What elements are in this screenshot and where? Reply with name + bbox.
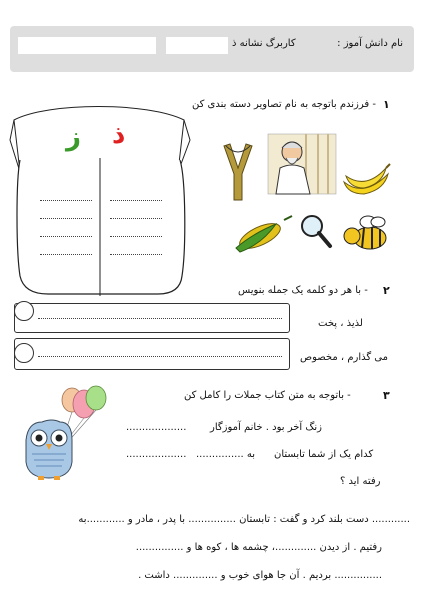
worksheet-title: کاربرگ نشانه ذ (232, 38, 296, 49)
q3-line5-text: رفتیم . از دیدن .............، چشمه ها ، کوه ها و ............... (135, 542, 382, 553)
word-pair-2: می گذارم ، مخصوص (300, 352, 389, 363)
question-3-number: ۳ (383, 389, 390, 402)
answer-line[interactable] (110, 236, 162, 237)
name-input-box[interactable] (18, 37, 156, 54)
banana-picture (340, 160, 392, 200)
question-2-instruction: - با هر دو کلمه یک جمله بنویس (238, 285, 368, 296)
answer-line[interactable] (40, 218, 92, 219)
question-3-instruction: - باتوجه به متن کتاب جملات را کامل کن (184, 390, 351, 401)
letter-ze: ز (66, 122, 81, 152)
class-input-box[interactable] (166, 37, 228, 54)
magnifier-picture (298, 212, 334, 252)
smiley-icon (14, 343, 34, 363)
question-2-number: ۲ (383, 284, 390, 297)
answer-line[interactable] (38, 356, 282, 357)
answer-line[interactable] (110, 200, 162, 201)
sentence-box-2[interactable] (14, 338, 290, 370)
q3-line2-blank-a[interactable]: ............... به (196, 449, 256, 460)
q3-line3-text: رفته اید ؟ (340, 476, 381, 487)
letter-zal: ذ (112, 120, 126, 150)
smiley-icon (14, 301, 34, 321)
answer-line[interactable] (40, 236, 92, 237)
answer-line[interactable] (38, 318, 282, 319)
bee-picture (338, 212, 394, 256)
student-name-label: نام دانش آموز : (337, 38, 403, 49)
q3-line6-text: ............... بردیم . آن جا هوای خوب و .............. داشت . (138, 570, 382, 581)
word-pair-1: لذیذ ، پخت (318, 318, 363, 329)
q3-line4-text: ............ دست بلند کرد و گفت : تابستان ............... با پدر ، مادر و ............به (78, 514, 410, 525)
slingshot-picture (220, 140, 256, 202)
q3-line2-blank-b[interactable]: ................... (126, 449, 187, 460)
q3-line2-text: کدام یک از شما تابستان (274, 449, 374, 460)
q3-line1-blank[interactable]: ................... (126, 422, 187, 433)
category-board (8, 100, 192, 300)
old-man-picture (266, 130, 338, 196)
answer-line[interactable] (110, 254, 162, 255)
q3-line1-text: زنگ آخر بود . خانم آموزگار (210, 422, 322, 433)
answer-line[interactable] (40, 254, 92, 255)
question-1-number: ۱ (383, 98, 390, 111)
answer-line[interactable] (40, 200, 92, 201)
corn-picture (232, 214, 294, 254)
question-1-instruction: - فرزندم باتوجه به نام تصاویر دسته بندی کن (192, 99, 376, 110)
answer-line[interactable] (110, 218, 162, 219)
owl-balloons-picture (22, 382, 120, 482)
